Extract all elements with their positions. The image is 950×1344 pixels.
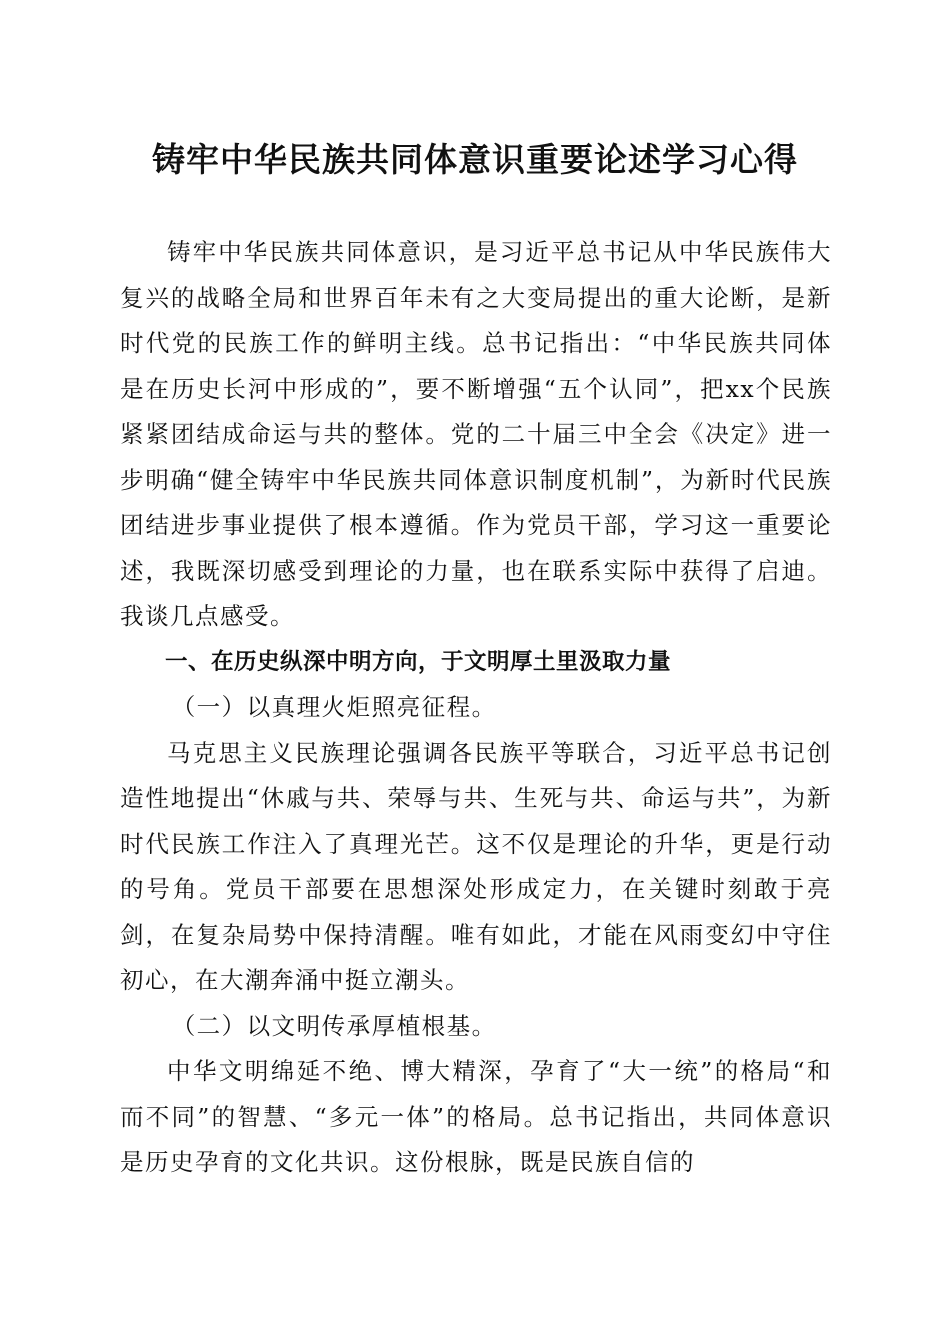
subsection-heading-1: （一）以真理火炬照亮征程。 bbox=[171, 693, 497, 721]
subsection-paragraph-1: 马克思主义民族理论强调各民族平等联合，习近平总书记创造性地提出“休戚与共、荣辱与共、生死与共、命运与共”，为新时代民族工作注入了真理光芒。这不仅是理论的升华，更是行动的号角。党员干部要在思想深处形成定力，在关键时刻敢于亮剑，在复杂局势中保持清醒。唯有如此，才能在风雨变幻中守住初心，在大潮奔涌中挺立潮头。 bbox=[120, 738, 832, 994]
intro-paragraph: 铸牢中华民族共同体意识，是习近平总书记从中华民族伟大复兴的战略全局和世界百年未有之大变局提出的重大论断，是新时代党的民族工作的鲜明主线。总书记指出：“中华民族共同体是在历史长河中形成的”，要不断增强“五个认同”，把xx个民族紧紧团结成命运与共的整体。党的二十届三中全会《决定》进一步明确“健全铸牢中华民族共同体意识制度机制”，为新时代民族团结进步事业提供了根本遵循。作为党员干部，学习这一重要论述，我既深切感受到理论的力量，也在联系实际中获得了启迪。我谈几点感受。 bbox=[120, 238, 832, 630]
subsection-heading-2: （二）以文明传承厚植根基。 bbox=[171, 1011, 497, 1040]
section-heading-1: 一、在历史纵深中明方向，于文明厚土里汲取力量 bbox=[165, 648, 672, 675]
subsection-paragraph-2: 中华文明绵延不绝、博大精深，孕育了“大一统”的格局“和而不同”的智慧、“多元一体”的格局。总书记指出，共同体意识是历史孕育的文化共识。这份根脉，既是民族自信的 bbox=[120, 1057, 832, 1176]
document-body bbox=[120, 230, 832, 1186]
document-title: 铸牢中华民族共同体意识重要论述学习心得 bbox=[152, 140, 798, 179]
